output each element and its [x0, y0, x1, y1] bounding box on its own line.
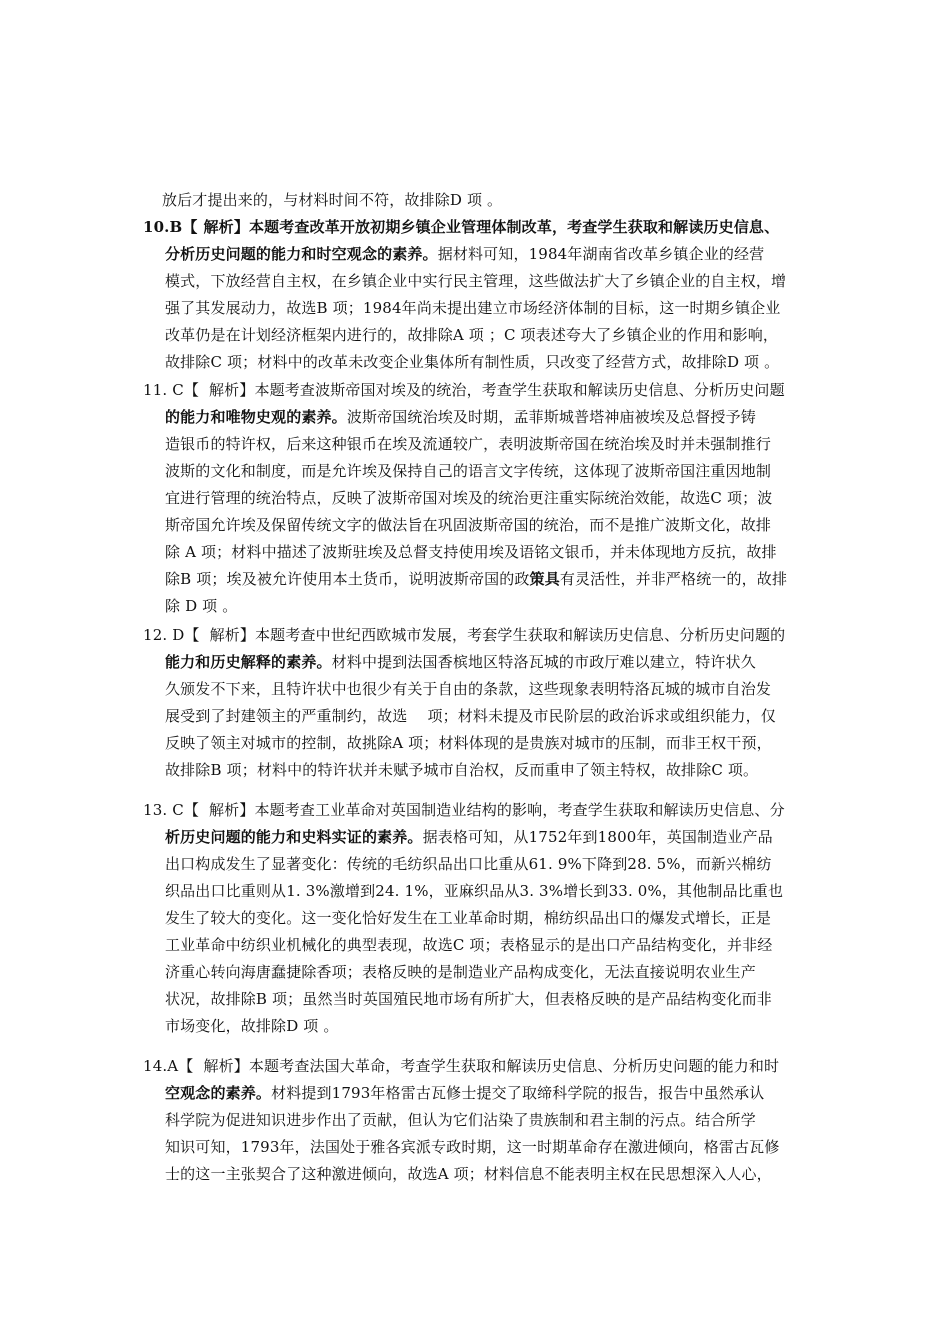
- q10-heading: 解析】本题考查改革开放初期乡镇企业管理体制改革，考查学生获取和解读历史信息、: [203, 218, 780, 236]
- q11-line-4: 波斯的文化和制度，而是允许埃及保持自己的语言文字传统，这体现了波斯帝国注重因地制: [165, 462, 772, 480]
- q10-line-4: 强了其发展动力，故选B 项；1984年尚未提出建立市场经济体制的目标，这一时期乡镇企业: [165, 299, 781, 317]
- q14-number: 14.A【: [143, 1057, 194, 1075]
- q10-line-3: 模式，下放经营自主权，在乡镇企业中实行民主管理，这些做法扩大了乡镇企业的自主权，增: [165, 272, 787, 290]
- q10-literacy: 分析历史问题的能力和时空观念的素养。: [165, 245, 438, 263]
- q11-line-8: [165, 569, 787, 589]
- q13-line-6: 工业革命中纺织业机械化的典型表现，故选C 项；表格显示的是出口产品结构变化，并非经: [165, 936, 773, 954]
- q10-line-6: 故排除C 项；材料中的改革未改变企业集体所有制性质，只改变了经营方式，故排除D 项 。: [165, 353, 780, 371]
- q14-line-1-text: 解析】本题考查法国大革命，考查学生获取和解读历史信息、分析历史问题的能力和时: [203, 1057, 780, 1075]
- q14-line-2-text: 材料提到1793年格雷古瓦修士提交了取缔科学院的报告，报告中虽然承认: [271, 1084, 765, 1102]
- q10-number: 10.B【: [143, 218, 198, 236]
- q13-line-7: 济重心转向海唐蠢捷除香项；表格反映的是制造业产品构成变化，无法直接说明农业生产: [165, 963, 756, 981]
- q13-line-8: 状况，故排除B 项；虽然当时英国殖民地市场有所扩大，但表格反映的是产品结构变化而非: [165, 990, 772, 1008]
- q12-number: 12. D【: [143, 626, 200, 644]
- q11-line-8c: 有灵活性，并非严格统一的，故排: [559, 570, 788, 588]
- q11-number: 11. C【: [143, 381, 200, 399]
- q13-line-2-text: 据表格可知，从1752年到1800年，英国制造业产品: [422, 828, 773, 846]
- q13-line-2: [165, 827, 773, 847]
- q10-line-2-text: 据材料可知，1984年湖南省改革乡镇企业的经营: [437, 245, 765, 263]
- q14-line-2: [165, 1083, 764, 1103]
- q12-literacy: 能力和历史解释的素养。: [165, 653, 332, 671]
- q13-line-5: 发生了较大的变化。这一变化恰好发生在工业革命时期，棉纺织品出口的爆发式增长，正是: [165, 909, 772, 927]
- q11-literacy: 的能力和唯物史观的素养。: [165, 408, 347, 426]
- q10-line-2: [165, 244, 764, 264]
- q11-line-8a: 除B 项；埃及被允许使用本土货币，说明波斯帝国的政: [165, 570, 530, 588]
- q10-line-1: [143, 217, 779, 237]
- q13-line-4: 织品出口比重则从1. 3%激增到24. 1%，亚麻织品从3. 3%增长到33. 0%，其他制品比重也: [165, 882, 784, 900]
- q13-line-1: [143, 800, 785, 820]
- q11-line-6: 斯帝国允许埃及保留传统文字的做法旨在巩固波斯帝国的统治，而不是推广波斯文化，故排: [165, 516, 772, 534]
- q13-line-3: 出口构成发生了显著变化：传统的毛纺织品出口比重从61. 9%下降到28. 5%，而新兴棉纺: [165, 855, 772, 873]
- q11-line-7: 除 A 项；材料中描述了波斯驻埃及总督支持使用埃及语铭文银币，并未体现地方反抗，故排: [165, 543, 777, 561]
- q11-line-1-text: 解析】本题考查波斯帝国对埃及的统治，考查学生获取和解读历史信息、分析历史问题: [209, 381, 785, 399]
- q11-line-9: 除 D 项 。: [165, 597, 238, 615]
- q14-line-5: 士的这一主张契合了这种激进倾向，故选A 项；材料信息不能表明主权在民思想深入人心，: [165, 1165, 772, 1183]
- q11-line-5: 宜进行管理的统治特点，反映了波斯帝国对埃及的统治更注重实际统治效能，故选C 项；波: [165, 489, 773, 507]
- q10-line-5: 改革仍是在计划经济框架内进行的，故排除A 项 ；C 项表述夸大了乡镇企业的作用和影响，: [165, 326, 779, 344]
- q11-line-2: [165, 407, 756, 427]
- q12-line-2-text: 材料中提到法国香槟地区特洛瓦城的市政厅难以建立，特许状久: [331, 653, 756, 671]
- q14-line-3: 科学院为促进知识进步作出了贡献，但认为它们沾染了贵族制和君主制的污点。结合所学: [165, 1111, 756, 1129]
- q14-line-1: [143, 1056, 779, 1076]
- q13-number: 13. C【: [143, 801, 200, 819]
- q12-line-1-text: 解析】本题考查中世纪西欧城市发展，考套学生获取和解读历史信息、分析历史问题的: [209, 626, 786, 644]
- q11-line-8b: 策具: [529, 570, 560, 588]
- q12-line-3: 久颁发不下来，且特许状中也很少有关于自由的条款，这些现象表明特洛瓦城的城市自治发: [165, 680, 772, 698]
- q12-line-6: 故排除B 项；材料中的特许状并未赋予城市自治权，反而重申了领主特权，故排除C 项。: [165, 761, 759, 779]
- q13-line-9: 市场变化，故排除D 项 。: [165, 1017, 339, 1035]
- q12-line-4: 展受到了封建领主的严重制约，故选 项；材料未提及市民阶层的政治诉求或组织能力，仅: [165, 707, 776, 725]
- q11-line-3: 造银币的特许权，后来这种银币在埃及流通较广，表明波斯帝国在统治埃及时并未强制推行: [165, 435, 772, 453]
- q11-line-1: [143, 380, 785, 400]
- q12-line-2: [165, 652, 756, 672]
- q14-line-4: 知识可知，1793年，法国处于雅各宾派专政时期，这一时期革命存在激进倾向，格雷古瓦修: [165, 1138, 780, 1156]
- q14-literacy: 空观念的素养。: [165, 1084, 272, 1102]
- q13-literacy: 析历史问题的能力和史料实证的素养。: [165, 828, 423, 846]
- q13-line-1-text: 解析】本题考查工业革命对英国制造业结构的影响，考查学生获取和解读历史信息、分: [209, 801, 785, 819]
- q12-line-1: [143, 625, 785, 645]
- q11-line-2-text: 波斯帝国统治埃及时期，孟菲斯城普塔神庙被埃及总督授予铸: [346, 408, 756, 426]
- q12-line-5: 反映了领主对城市的控制，故挑除A 项；材料体现的是贵族对城市的压制，而非王权干预，: [165, 734, 772, 752]
- intro-line: 放后才提出来的，与材料时间不符，故排除D 项 。: [162, 191, 503, 209]
